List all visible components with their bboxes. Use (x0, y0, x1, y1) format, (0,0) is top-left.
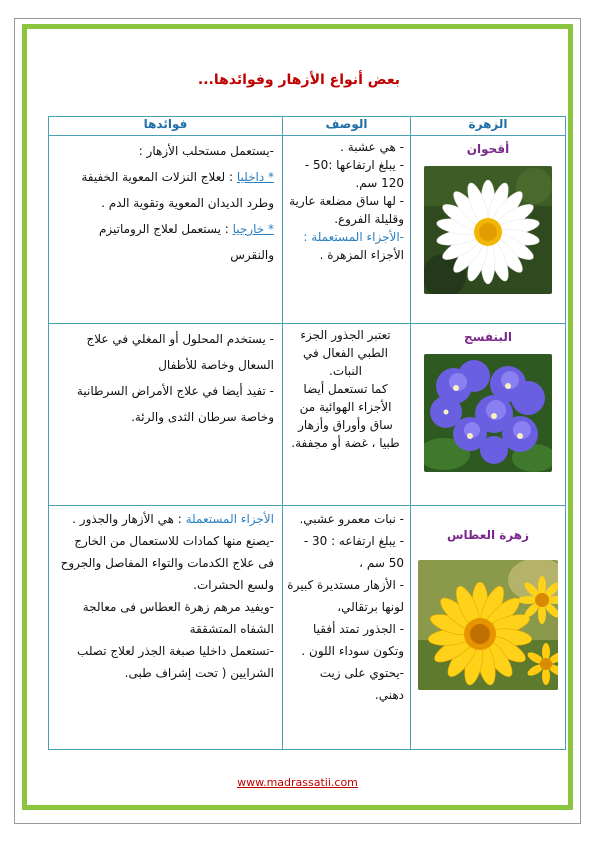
header-description: الوصف (283, 117, 411, 136)
benefit-line: -ويفيد مرهم زهرة العطاس فى معالجة الشفاه المتشققة (82, 600, 274, 636)
benefit-external (55, 216, 274, 268)
flower-cell (411, 136, 566, 324)
yellow-sneezeweed-photo (418, 560, 558, 690)
internal-use-label: * داخليا (236, 170, 274, 184)
table-row (49, 136, 566, 324)
table-row (49, 324, 566, 506)
desc-line: - يبلغ ارتفاعها :50 - 120 سم. (304, 158, 404, 190)
header-flower: الزهرة (411, 117, 566, 136)
flower-cell (411, 324, 566, 506)
page-title: بعض أنواع الأزهار وفوائدها... (197, 72, 400, 88)
desc-line: تعتبر الجذور الجزء الطبي الفعال في النبات. (300, 328, 391, 378)
benefit-line: - تفيد أيضا في علاج الأمراض السرطانية وخاصة سرطان الثدى والرئة. (76, 384, 274, 424)
flowers-table (48, 116, 566, 750)
benefit-line: -يصنع منها كمادات للاستعمال من الخارج فى علاج الكدمات والتواء المفاصل والجروح ولسع الحشرات. (60, 534, 274, 592)
description-cell (283, 136, 411, 324)
desc-line: - الجذور تمتد أفقيا وتكون سوداء اللون . (301, 622, 404, 658)
external-use-text: : يستعمل لعلاج الروماتيزم والنقرس (98, 222, 274, 262)
benefits-cell (49, 506, 283, 750)
desc-line: - لها ساق مضلعة عارية وقليلة الفروع. (289, 194, 404, 226)
parts-used-label: -الأجزاء المستعملة : (303, 230, 404, 244)
benefit-internal (55, 164, 274, 216)
flower-name: البنفسج (464, 330, 512, 344)
benefit-line: - يستخدم المحلول أو المغلي في علاج السعال وخاصة للأطفال (86, 332, 274, 372)
flower-name: زهرة العطاس (446, 528, 530, 542)
parts-used-text: : هي الأزهار والجذور . (72, 512, 182, 526)
white-daisy-photo (424, 166, 552, 294)
flower-name: أقحوان (466, 142, 510, 156)
benefit-line: -تستعمل داخليا صبغة الجذر لعلاج تصلب الشرايين ( تحت إشراف طبى. (77, 644, 274, 680)
footer-link[interactable]: www.madrassatii.com (237, 776, 358, 789)
desc-line: - الأزهار مستديرة كبيرة لونها برتقالي، (287, 578, 404, 614)
description-cell (283, 506, 411, 750)
flower-cell (411, 506, 566, 750)
desc-line: - يبلغ ارتفاعه : 30 - 50 سم ، (303, 534, 404, 570)
desc-line: -يحتوي على زيت دهني. (319, 666, 404, 702)
desc-line: - نبات معمرو عشبي. (299, 512, 404, 526)
desc-line: كما تستعمل أيضا الأجزاء الهوائية من ساق وأوراق وأزهار طبيا ، غضة أو مجففة. (291, 382, 400, 450)
header-benefits: فوائدها (49, 117, 283, 136)
benefits-cell (49, 324, 283, 506)
external-use-label: * خارجيا (232, 222, 274, 236)
table-row (49, 506, 566, 750)
parts-used (55, 508, 274, 530)
description-cell (283, 324, 411, 506)
parts-used-label: الأجزاء المستعملة (185, 512, 274, 526)
internal-use-text: : لعلاج النزلات المعوية الخفيفة وطرد الديدان المعوية وتقوية الدم . (81, 170, 274, 210)
benefits-cell (49, 136, 283, 324)
desc-line: - هي عشبة . (340, 140, 404, 154)
purple-violet-photo (424, 354, 552, 472)
table-header-row (49, 117, 566, 136)
benefits-intro: -يستعمل مستحلب الأزهار : (138, 144, 274, 158)
parts-used-value: الأجزاء المزهرة . (319, 248, 404, 262)
